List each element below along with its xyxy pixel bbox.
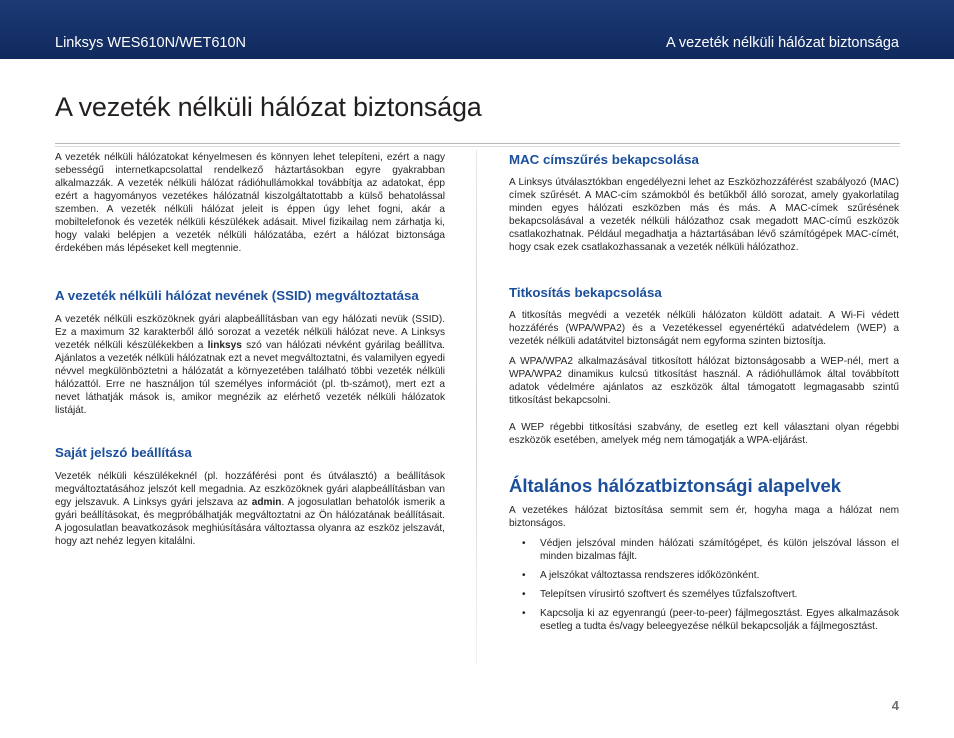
list-item-text: A jelszókat változtassa rendszeres időközönként. xyxy=(540,570,760,581)
ssid-paragraph xyxy=(55,313,445,417)
ssid-heading: A vezeték nélküli hálózat nevének (SSID) megváltoztatása xyxy=(55,288,419,303)
ssid-text-start: A vezeték nélküli eszközöknek gyári alapbeállításban van egy hálózati nevük (SSID). Ez a maximum 32 karakterből álló sorozat a vezeték nélküli hálózat neve. A Linksys vezeték nélküli készülékekben a xyxy=(55,314,445,351)
list-item xyxy=(509,537,899,563)
right-column xyxy=(509,151,899,633)
list-item-text: Kapcsolja ki az egyenrangú (peer-to-peer) fájlmegosztást. Egyes alkalmazások esetleg a tudta és/vagy beleegyezése nélkül bekapcsolják a fájlmegosztást. xyxy=(540,608,899,632)
list-item xyxy=(509,588,899,601)
header-product-name: Linksys WES610N/WET610N xyxy=(55,35,246,51)
general-security-heading: Általános hálózatbiztonsági alapelvek xyxy=(509,475,842,496)
bullet-icon: • xyxy=(522,589,526,600)
bullet-icon: • xyxy=(522,538,526,549)
title-divider xyxy=(55,143,900,144)
password-text-end: . A jogosulatlan behatolók ismerik a gyári beállításokat, és megpróbálhatják megváltoztatni az Ön hálózatának beállításait. A jogosulatlan beavatkozások meghiúsítására változtassa olyanra az eszköz jelszavát, hogy azt nehéz legyen kitalálni. xyxy=(55,497,445,547)
column-divider xyxy=(476,150,477,665)
bullet-icon: • xyxy=(522,570,526,581)
page-title: A vezeték nélküli hálózat biztonsága xyxy=(55,92,482,122)
list-item-text: Védjen jelszóval minden hálózati számítógépet, és külön jelszóval lásson el minden bizalmas fájlt. xyxy=(540,538,899,562)
password-bold-term: admin xyxy=(251,497,282,508)
general-security-paragraph: A vezetékes hálózat biztosítása semmit sem ér, hogyha maga a hálózat nem biztonságos. xyxy=(509,505,899,529)
password-paragraph xyxy=(55,470,445,548)
encryption-heading: Titkosítás bekapcsolása xyxy=(509,285,662,300)
title-divider-secondary xyxy=(55,146,900,147)
mac-paragraph: A Linksys útválasztókban engedélyezni lehet az Eszközhozzáférést szabályozó (MAC) címek szűrését. A MAC-cím számokból és betűkből álló sorozat, amely gyakorlatilag minden egyes hálózati eszközben más és más. A MAC-címek szűrésének bekapcsolásával a vezeték nélküli hálózathoz csak megadott MAC-című eszközök csatlakozhatnak. Például megadhatja a háztartásában lévő számítógépek MAC-címét, hogy csak ezek csatlakozhassanak a vezeték nélküli hálózathoz. xyxy=(509,177,899,253)
encryption-paragraph-1: A titkosítás megvédi a vezeték nélküli hálózaton küldött adatait. A Wi-Fi védett hozzáférés (WPA/WPA2) és a Vezetékessel egyenértékű adatvédelem (WEP) a vezeték nélküli adatátvitel biztonságát nem egyforma szinten biztosítja. xyxy=(509,310,899,347)
security-tips-list xyxy=(509,537,899,633)
encryption-paragraph-2: A WPA/WPA2 alkalmazásával titkosított hálózat biztonságosabb a WEP-nél, mert a WPA/WPA2 dinamikus kulcsú titkosítást használ. A rádióhullámok által továbbított adatok védelmére ajánlatos az eszközök által támogatott legmagasabb szintű titkosítást bekapcsolni. xyxy=(509,356,899,406)
encryption-paragraph-3: A WEP régebbi titkosítási szabvány, de esetleg ezt kell választani olyan régebbi eszközök esetében, amelyek még nem támogatják a WPA-eljárást. xyxy=(509,422,899,446)
list-item xyxy=(509,607,899,633)
password-heading: Saját jelszó beállítása xyxy=(55,445,192,460)
list-item xyxy=(509,569,899,582)
bullet-icon: • xyxy=(522,608,526,619)
header-section-title: A vezeték nélküli hálózat biztonsága xyxy=(666,35,899,51)
password-text-start: Vezeték nélküli készülékeknél (pl. hozzáférési pont és útválasztó) a beállítások megváltoztatásához jelszót kell megadnia. Az eszközöknek gyári alapbeállításban van egy jelszavuk. A Linksys gyári jelszava az xyxy=(55,471,445,508)
page-header xyxy=(0,0,954,59)
ssid-text-end: szó van hálózati névként gyárilag beállítva. Ajánlatos a vezeték nélküli hálózatnak ezt a nevet megváltoztatni, és valamilyen egyedi névvel megkülönböztetni a hálózatát a környezetében található többi vezeték nélküli hálózattól. Erre ne használjon túl személyes információt (pl. tb-számot), mert ezt a nevet láthatják mások is, amikor megnézik az elérhető vezeték nélküli hálózatok listáját. xyxy=(55,340,445,416)
list-item-text: Telepítsen vírusirtó szoftvert és személyes tűzfalszoftvert. xyxy=(540,589,798,600)
left-column xyxy=(55,151,445,548)
intro-paragraph: A vezeték nélküli hálózatokat kényelmesen és könnyen lehet telepíteni, ezért a nagy sebességű internetkapcsolattal rendelkező háztartásokban egyre gyakrabban alkalmazzák. A vezeték nélküli hálózat rádióhullámokkal továbbítja az adatokat, épp ezért a hagyományos vezetékes hálózatnál kiszolgáltatottabb a külső behatolással szemben. A vezeték nélküli hálózat jeleit is éppen úgy lehet fogni, akár a mobiltelefonok és vezeték nélküli készülékek adásait. Mivel fizikailag nem zárhatja ki, hogy valaki belépjen a vezeték nélküli hálózatába, ezért a hálózat biztonsága érdekében más lépéseket kell megtennie. xyxy=(55,152,445,254)
page-number: 4 xyxy=(891,698,899,713)
mac-heading: MAC címszűrés bekapcsolása xyxy=(509,152,699,167)
ssid-bold-term: linksys xyxy=(207,340,242,351)
